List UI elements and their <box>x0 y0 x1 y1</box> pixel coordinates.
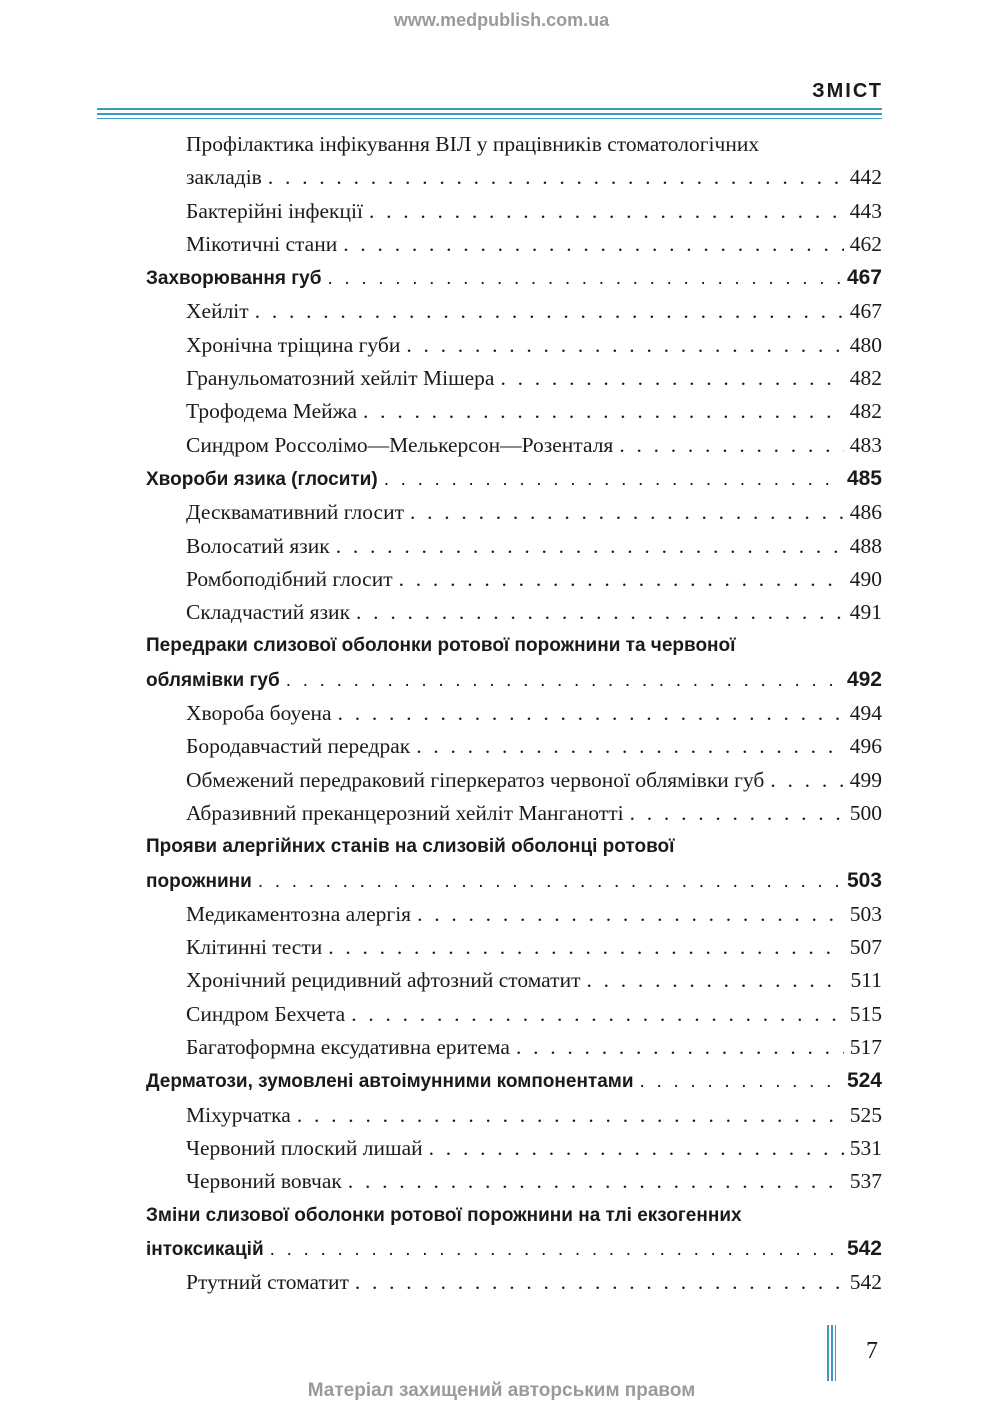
toc-entry[interactable] <box>186 429 882 462</box>
toc-entry-line <box>146 1064 882 1098</box>
toc-page-number: 482 <box>849 366 882 391</box>
dot-leader <box>399 563 844 596</box>
dot-leader <box>630 797 844 830</box>
dot-leader <box>286 664 841 697</box>
toc-page-number: 485 <box>846 466 882 490</box>
toc-page-number: 542 <box>846 1236 882 1260</box>
toc-entry-title: Хронічний рецидивний афтозний стоматит <box>186 968 581 993</box>
toc-entry-title: Клітинні тести <box>186 935 323 960</box>
dot-leader <box>351 998 844 1031</box>
dot-leader <box>328 931 844 964</box>
toc-entry[interactable] <box>186 1132 882 1165</box>
toc-entry[interactable] <box>186 530 882 563</box>
toc-entry-line <box>186 797 882 830</box>
toc-entry-title: Синдром Бехчета <box>186 1001 346 1026</box>
dot-leader <box>297 1099 844 1132</box>
toc-entry-title: Ромбоподібний глосит <box>186 566 393 591</box>
toc-entry-title: Хейліт <box>186 299 249 324</box>
dot-leader <box>410 496 844 529</box>
toc-chapter[interactable] <box>146 261 882 295</box>
toc-entry-title: Бородавчастий передрак <box>186 734 411 759</box>
toc-entry-line <box>186 596 882 629</box>
toc-entry-title: облямівки губ <box>146 669 280 691</box>
dot-leader <box>406 329 843 362</box>
toc-entry[interactable] <box>186 295 882 328</box>
toc-entry-line <box>186 295 882 328</box>
toc-entry-line <box>186 1099 882 1132</box>
dot-leader <box>336 530 844 563</box>
toc-page-number: 507 <box>849 935 882 960</box>
dot-leader <box>640 1065 841 1098</box>
dot-leader <box>429 1132 844 1165</box>
page-number-bar-line <box>831 1325 833 1381</box>
toc-entry-title: Хронічна тріщина губи <box>186 332 401 357</box>
dot-leader <box>356 596 844 629</box>
toc-page-number: 511 <box>850 968 882 993</box>
toc-entry-line <box>186 1165 882 1198</box>
dot-leader <box>268 161 844 194</box>
dot-leader <box>417 898 844 931</box>
toc-page-number: 542 <box>849 1270 882 1295</box>
toc-page-number: 494 <box>849 701 882 726</box>
toc-entry-line <box>186 1266 882 1299</box>
toc-chapter[interactable] <box>146 1199 882 1267</box>
toc-entry-title: Медикаментозна алергія <box>186 901 412 926</box>
toc-entry-line <box>146 663 882 697</box>
toc-entry-line <box>186 764 882 797</box>
toc-page-number: 443 <box>849 198 882 223</box>
toc-page-number: 492 <box>846 667 882 691</box>
dot-leader <box>586 964 844 997</box>
toc-entry[interactable] <box>186 797 882 830</box>
toc-entry[interactable] <box>186 563 882 596</box>
toc-page-number: 482 <box>849 399 882 424</box>
toc-entry-line <box>186 697 882 730</box>
toc-entry[interactable] <box>186 730 882 763</box>
toc-page-number: 525 <box>849 1102 882 1127</box>
toc-entry[interactable] <box>186 195 882 228</box>
dot-leader <box>270 1233 841 1266</box>
toc-page-number: 499 <box>849 767 882 792</box>
toc-entry-title: інтоксикацій <box>146 1238 264 1260</box>
toc-entry-title: Десквамативний глосит <box>186 500 404 525</box>
toc-entry-line <box>186 1031 882 1064</box>
toc-entry-title-line: Зміни слизової оболонки ротової порожнини на тлі екзогенних <box>146 1204 742 1226</box>
toc-page-number: 442 <box>849 165 882 190</box>
dot-leader <box>343 228 844 261</box>
toc-entry-line <box>146 261 882 295</box>
dot-leader <box>516 1031 844 1064</box>
toc-entry-line <box>146 462 882 496</box>
toc-entry-title: Дерматози, зумовлені автоімунними компонентами <box>146 1071 634 1093</box>
toc-page-number: 467 <box>849 299 882 324</box>
table-of-contents <box>0 128 1003 1299</box>
toc-entry-title: Синдром Россолімо—Мелькерсон—Розенталя <box>186 432 614 457</box>
toc-entry-title-line: Профілактика інфікування ВІЛ у працівників стоматологічних <box>186 132 760 156</box>
toc-entry-line <box>186 1132 882 1165</box>
toc-entry-line <box>186 395 882 428</box>
toc-page-number: 503 <box>849 901 882 926</box>
toc-chapter[interactable] <box>146 1064 882 1098</box>
toc-page-number: 500 <box>849 800 882 825</box>
toc-entry-line <box>186 730 882 763</box>
toc-entry-title: Гранульоматозний хейліт Мішера <box>186 366 495 391</box>
toc-entry-line <box>186 964 882 997</box>
watermark-bottom: Матеріал захищений авторським правом <box>307 1380 696 1401</box>
toc-page-number: 488 <box>849 533 882 558</box>
header-rule <box>97 108 882 110</box>
dot-leader <box>619 429 843 462</box>
dot-leader <box>363 395 844 428</box>
toc-entry-title: Бактерійні інфекції <box>186 198 363 223</box>
toc-entry-line <box>186 998 882 1031</box>
toc-entry[interactable] <box>186 128 882 195</box>
dot-leader <box>355 1266 844 1299</box>
toc-entry[interactable] <box>186 697 882 730</box>
toc-page-number: 524 <box>846 1069 882 1093</box>
toc-entry-title: Абразивний преканцерозний хейліт Манганотті <box>186 800 624 825</box>
toc-page-number: 517 <box>849 1035 882 1060</box>
toc-entry-line <box>186 563 882 596</box>
page-number-bar-line <box>835 1325 836 1381</box>
toc-page-number: 496 <box>849 734 882 759</box>
toc-entry-line <box>186 496 882 529</box>
toc-entry-title: Хвороби язика (глосити) <box>146 468 378 490</box>
header-rule <box>97 113 882 115</box>
toc-entry[interactable] <box>186 764 882 797</box>
toc-entry[interactable] <box>186 329 882 362</box>
toc-entry-line <box>186 195 882 228</box>
toc-page-number: 483 <box>849 432 882 457</box>
page-number: 7 <box>866 1338 878 1364</box>
toc-entry[interactable] <box>186 228 882 261</box>
toc-entry[interactable] <box>186 395 882 428</box>
toc-entry-line <box>146 1232 882 1266</box>
watermark-top: www.medpublish.com.ua <box>393 10 610 30</box>
toc-chapter[interactable] <box>146 462 882 496</box>
toc-entry-line <box>146 864 882 898</box>
dot-leader <box>500 362 843 395</box>
toc-entry-line <box>186 161 882 194</box>
toc-entry[interactable] <box>186 1099 882 1132</box>
toc-page-number: 462 <box>849 231 882 256</box>
toc-entry-title: Складчастий язик <box>186 600 351 625</box>
dot-leader <box>416 730 844 763</box>
toc-entry-title-line: Прояви алергійних станів на слизовій оболонці ротової <box>146 836 675 858</box>
toc-entry[interactable] <box>186 964 882 997</box>
toc-entry-title: Волосатий язик <box>186 533 330 558</box>
toc-entry-title: Червоний вовчак <box>186 1169 342 1194</box>
toc-page-number: 515 <box>849 1001 882 1026</box>
toc-entry-title: порожнини <box>146 870 252 892</box>
toc-page-number: 537 <box>849 1169 882 1194</box>
toc-entry-line <box>186 931 882 964</box>
dot-leader <box>384 463 841 496</box>
toc-entry[interactable] <box>186 496 882 529</box>
toc-entry-title: закладів <box>186 165 262 190</box>
dot-leader <box>327 262 841 295</box>
toc-entry-line <box>186 329 882 362</box>
toc-entry-title-line: Передраки слизової оболонки ротової порожнини та червоної <box>146 635 736 657</box>
header-rule <box>97 118 882 119</box>
toc-page-number: 531 <box>849 1135 882 1160</box>
toc-entry[interactable] <box>186 931 882 964</box>
toc-entry-line <box>186 228 882 261</box>
toc-page-number: 467 <box>846 266 882 290</box>
page-number-bar-line <box>827 1325 829 1381</box>
toc-entry[interactable] <box>186 1266 882 1299</box>
toc-entry-title: Мікотичні стани <box>186 231 338 256</box>
dot-leader <box>369 195 844 228</box>
toc-page-number: 503 <box>846 868 882 892</box>
toc-entry-title: Захворювання губ <box>146 268 322 290</box>
section-header: ЗМІСТ <box>812 80 883 102</box>
dot-leader <box>255 295 844 328</box>
toc-page-number: 480 <box>849 332 882 357</box>
toc-entry-line <box>186 362 882 395</box>
dot-leader <box>770 764 843 797</box>
dot-leader <box>348 1165 844 1198</box>
dot-leader <box>258 865 841 898</box>
toc-entry-line <box>186 898 882 931</box>
dot-leader <box>338 697 844 730</box>
toc-entry-title: Міхурчатка <box>186 1102 291 1127</box>
toc-entry-title: Ртутний стоматит <box>186 1270 349 1295</box>
toc-entry-title: Червоний плоский лишай <box>186 1135 423 1160</box>
toc-entry[interactable] <box>186 1165 882 1198</box>
toc-chapter[interactable] <box>146 629 882 697</box>
toc-entry-title: Обмежений передраковий гіперкератоз червоної облямівки губ <box>186 767 765 792</box>
toc-entry-title: Трофодема Мейжа <box>186 399 358 424</box>
toc-entry-line <box>186 429 882 462</box>
toc-entry[interactable] <box>186 596 882 629</box>
toc-entry-title: Хвороба боуена <box>186 701 332 726</box>
toc-entry[interactable] <box>186 1031 882 1064</box>
toc-page-number: 490 <box>849 566 882 591</box>
toc-entry-line <box>186 530 882 563</box>
toc-page-number: 491 <box>849 600 882 625</box>
toc-entry[interactable] <box>186 998 882 1031</box>
toc-chapter[interactable] <box>146 830 882 898</box>
toc-entry[interactable] <box>186 898 882 931</box>
page-number-bar <box>827 1325 836 1381</box>
toc-page-number: 486 <box>849 500 882 525</box>
toc-entry-title: Багатоформна ексудативна еритема <box>186 1035 510 1060</box>
toc-entry[interactable] <box>186 362 882 395</box>
